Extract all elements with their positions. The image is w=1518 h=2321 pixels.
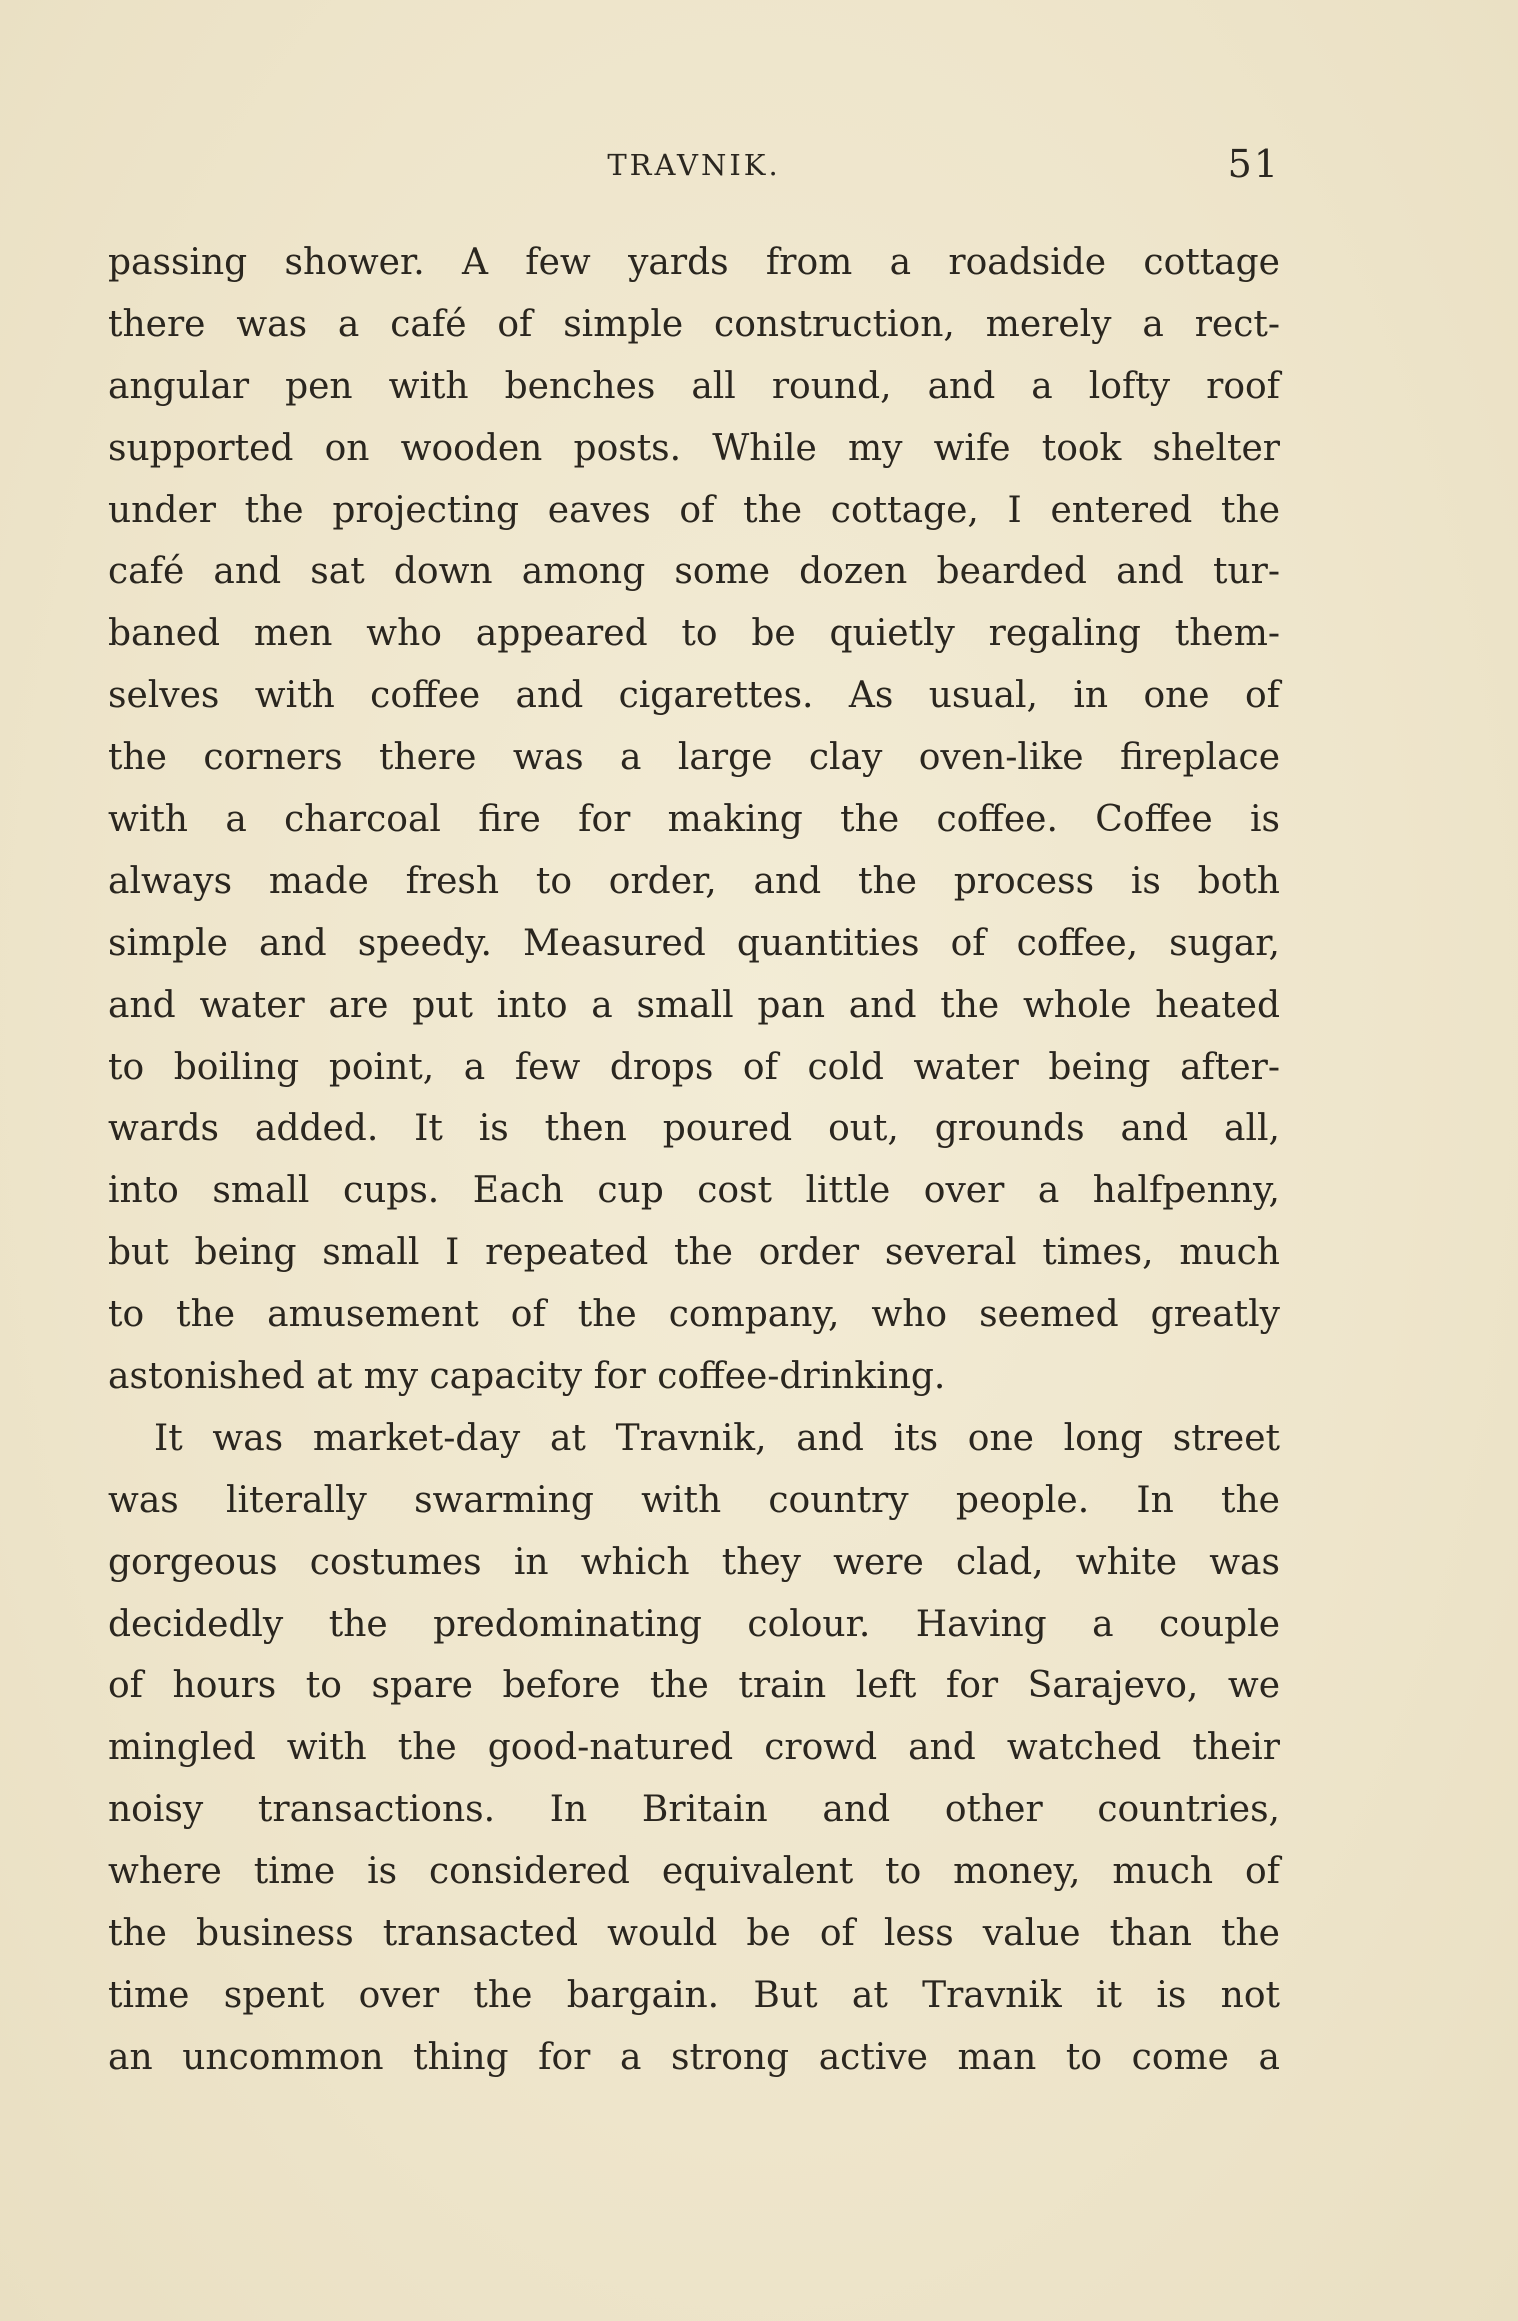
running-head <box>108 140 1280 190</box>
text-line: to boiling point, a few drops of cold water being after- <box>108 1046 1280 1088</box>
text-line: to the amusement of the company, who seemed greatly <box>108 1294 1280 1336</box>
text-line: there was a café of simple construction, merely a rect- <box>108 303 1280 345</box>
text-line: gorgeous costumes in which they were clad, white was <box>108 1541 1280 1583</box>
text-line: the business transacted would be of less value than the <box>108 1913 1280 1955</box>
text-line: time spent over the bargain. But at Travnik it is not <box>108 1974 1280 2016</box>
paragraph-end-line: astonished at my capacity for coffee-drinking. <box>108 1356 946 1398</box>
body-text <box>108 232 1280 2089</box>
text-line: mingled with the good-natured crowd and watched their <box>108 1727 1280 1769</box>
text-line: supported on wooden posts. While my wife took shelter <box>108 427 1280 469</box>
running-title: TRAVNIK. <box>607 148 781 182</box>
paragraph-start-line: It was market-day at Travnik, and its one long street <box>154 1417 1280 1459</box>
text-line: café and sat down among some dozen bearded and tur- <box>108 551 1280 593</box>
text-line: but being small I repeated the order several times, much <box>108 1232 1280 1274</box>
text-line: with a charcoal fire for making the coffee. Coffee is <box>108 799 1280 841</box>
page-number: 51 <box>1227 142 1280 186</box>
text-line: decidedly the predominating colour. Having a couple <box>108 1603 1280 1645</box>
text-line: of hours to spare before the train left for Sarajevo, we <box>108 1665 1280 1707</box>
text-line: noisy transactions. In Britain and other countries, <box>108 1789 1280 1831</box>
text-line: angular pen with benches all round, and a lofty roof <box>108 365 1280 407</box>
text-line: passing shower. A few yards from a roadside cottage <box>108 242 1280 283</box>
text-line: selves with coffee and cigarettes. As usual, in one of <box>108 675 1280 717</box>
text-line: and water are put into a small pan and the whole heated <box>108 984 1280 1026</box>
text-line: an uncommon thing for a strong active man to come a <box>108 2036 1280 2078</box>
text-line: where time is considered equivalent to money, much of <box>108 1851 1280 1893</box>
text-line: wards added. It is then poured out, grounds and all, <box>108 1108 1280 1150</box>
text-line: was literally swarming with country people. In the <box>108 1479 1280 1521</box>
text-line: under the projecting eaves of the cottage, I entered the <box>108 489 1280 531</box>
text-line: always made fresh to order, and the process is both <box>108 860 1280 902</box>
text-line: simple and speedy. Measured quantities of coffee, sugar, <box>108 922 1280 964</box>
text-line: into small cups. Each cup cost little over a halfpenny, <box>108 1170 1280 1212</box>
text-line: baned men who appeared to be quietly regaling them- <box>108 613 1280 655</box>
text-line: the corners there was a large clay oven-like fireplace <box>108 737 1280 779</box>
